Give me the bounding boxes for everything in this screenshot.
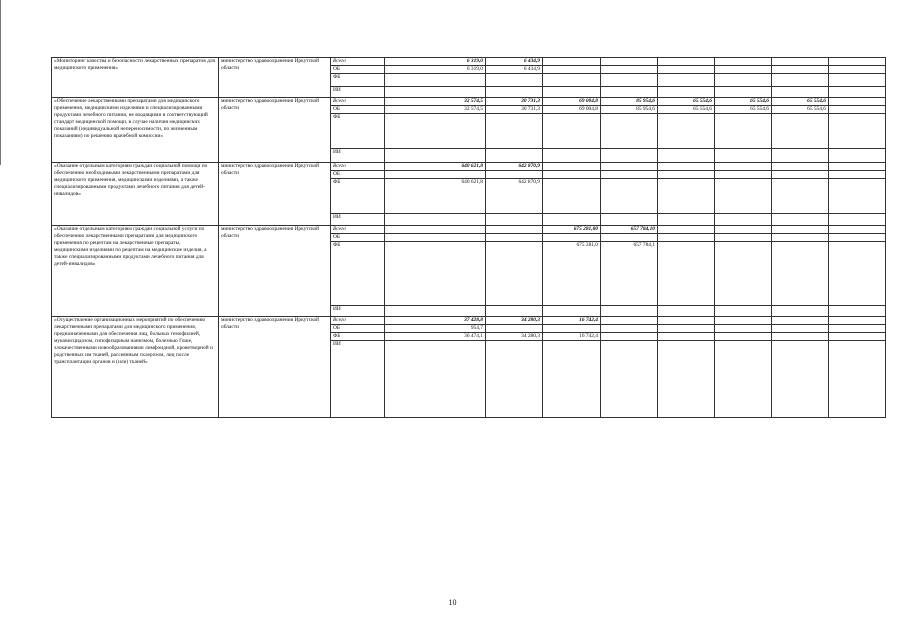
amount-cell (829, 149, 886, 163)
amount-cell: 37 428,8 (385, 317, 486, 325)
responsible-cell: министерство здравоохранения Иркутской области (219, 226, 331, 317)
amount-cell: 69 004,8 (543, 106, 601, 114)
amount-cell: 30 731,3 (486, 98, 543, 106)
table-row (52, 163, 886, 171)
amount-cell (486, 341, 543, 418)
amount-cell (715, 171, 772, 179)
amount-cell (829, 333, 886, 341)
event-name-cell: «Оказание отдельным категориям граждан социальной помощи по обеспечению необходимыми лекарственными препаратами для медицинского применения, медицинскими изделиями, а также специализированными продуктами лечебного питания для детей-инвалидов» (52, 163, 219, 226)
amount-cell (486, 214, 543, 226)
amount-cell (829, 325, 886, 333)
amount-cell (772, 226, 829, 234)
amount-cell (829, 114, 886, 149)
amount-cell (601, 234, 658, 242)
amount-cell: 65 554,6 (772, 98, 829, 106)
amount-cell (601, 163, 658, 171)
amount-cell (486, 171, 543, 179)
amount-cell (715, 74, 772, 87)
amount-cell (658, 306, 715, 317)
amount-cell: 65 554,6 (715, 98, 772, 106)
funding-source-cell: ОБ (331, 66, 385, 74)
amount-cell (829, 179, 886, 214)
amount-cell (772, 242, 829, 306)
funding-source-cell: ФБ (331, 333, 385, 341)
amount-cell (658, 226, 715, 234)
amount-cell (601, 58, 658, 66)
amount-cell (772, 74, 829, 87)
amount-cell (715, 114, 772, 149)
amount-cell (658, 179, 715, 214)
budget-table (51, 57, 886, 418)
funding-source-cell: ФБ (331, 179, 385, 214)
amount-cell (715, 214, 772, 226)
amount-cell: 65 554,6 (715, 106, 772, 114)
amount-cell (385, 87, 486, 98)
amount-cell (543, 306, 601, 317)
amount-cell (658, 171, 715, 179)
event-name-cell: «Оказание отдельным категориям граждан социальной услуги по обеспечению лекарственными препаратами для медицинского применения по рецептам на лекарственные препараты, медицинскими изделиями по рецептам на медицинские изделия, а также специализированными продуктами лечебного питания для детей-инвалидов» (52, 226, 219, 317)
amount-cell (658, 58, 715, 66)
amount-cell (772, 214, 829, 226)
amount-cell (829, 163, 886, 171)
amount-cell: 675 281,00 (543, 226, 601, 234)
funding-source-cell: Всего (331, 98, 385, 106)
amount-cell: 30 731,3 (486, 106, 543, 114)
amount-cell: 675 281,0 (543, 242, 601, 306)
amount-cell (385, 74, 486, 87)
amount-cell (385, 341, 486, 418)
amount-cell (601, 171, 658, 179)
amount-cell (772, 149, 829, 163)
amount-cell (543, 163, 601, 171)
amount-cell (829, 87, 886, 98)
amount-cell (486, 234, 543, 242)
funding-source-cell: Всего (331, 226, 385, 234)
funding-source-cell: ИИ (331, 306, 385, 317)
amount-cell (715, 242, 772, 306)
amount-cell (601, 114, 658, 149)
amount-cell (715, 341, 772, 418)
amount-cell: 954,7 (385, 325, 486, 333)
amount-cell (658, 114, 715, 149)
amount-cell (658, 317, 715, 325)
amount-cell (772, 58, 829, 66)
amount-cell (543, 341, 601, 418)
amount-cell (772, 234, 829, 242)
amount-cell (486, 306, 543, 317)
amount-cell (658, 234, 715, 242)
amount-cell (543, 325, 601, 333)
funding-source-cell: ИИ (331, 341, 385, 418)
amount-cell: 34 280,3 (486, 317, 543, 325)
amount-cell (715, 163, 772, 171)
table-row (52, 58, 886, 66)
amount-cell (601, 317, 658, 325)
amount-cell (601, 66, 658, 74)
amount-cell (829, 214, 886, 226)
amount-cell (658, 149, 715, 163)
amount-cell: 69 004,8 (543, 98, 601, 106)
amount-cell: 16 742,4 (543, 333, 601, 341)
responsible-cell: министерство здравоохранения Иркутской области (219, 98, 331, 163)
amount-cell (829, 58, 886, 66)
amount-cell (772, 114, 829, 149)
amount-cell: 6 319,0 (385, 58, 486, 66)
amount-cell (829, 242, 886, 306)
amount-cell (658, 74, 715, 87)
amount-cell (385, 226, 486, 234)
amount-cell (601, 341, 658, 418)
amount-cell (715, 333, 772, 341)
amount-cell (486, 74, 543, 87)
amount-cell (385, 149, 486, 163)
funding-source-cell: Всего (331, 58, 385, 66)
funding-source-cell: ОБ (331, 325, 385, 333)
event-name-cell: «Обеспечение лекарственными препаратами для медицинского применения, медицинскими изделиями и специализированными продуктами лечебного питания, не входящими в соответствующий стандарт медицинской помощи, в случае наличия медицинских показаний (индивидуальной непереносимости, по жизненным показаниям) по решению врачебной комиссии» (52, 98, 219, 163)
left-edge-mark (0, 0, 1, 165)
amount-cell: 32 574,5 (385, 98, 486, 106)
event-name-cell: «Осуществление организационных мероприятий по обеспечению лекарственными препаратами для медицинского применения, предназначенными для обеспечения лиц, больных гемофилией, муковисцидозом, гипофизарным нанизмом, болезнью Гоше, злокачественными новообразованиями лимфоидной, кроветворной и родственных им тканей, рассеянным склерозом, лиц после трансплантации органов и (или) тканей» (52, 317, 219, 418)
amount-cell (543, 214, 601, 226)
amount-cell (772, 66, 829, 74)
funding-source-cell: ИИ (331, 87, 385, 98)
amount-cell (385, 171, 486, 179)
amount-cell (601, 87, 658, 98)
amount-cell (829, 306, 886, 317)
amount-cell (601, 325, 658, 333)
amount-cell (601, 306, 658, 317)
amount-cell (829, 74, 886, 87)
amount-cell (543, 58, 601, 66)
amount-cell (772, 163, 829, 171)
amount-cell: 65 554,6 (658, 98, 715, 106)
amount-cell: 642 870,9 (486, 163, 543, 171)
amount-cell (715, 325, 772, 333)
amount-cell (543, 114, 601, 149)
amount-cell (658, 325, 715, 333)
amount-cell (601, 74, 658, 87)
amount-cell (543, 87, 601, 98)
amount-cell: 36 474,1 (385, 333, 486, 341)
amount-cell: 640 621,8 (385, 179, 486, 214)
amount-cell (486, 87, 543, 98)
amount-cell (385, 114, 486, 149)
amount-cell: 85 954,6 (601, 106, 658, 114)
amount-cell (658, 333, 715, 341)
amount-cell (829, 317, 886, 325)
amount-cell (486, 114, 543, 149)
amount-cell (385, 234, 486, 242)
amount-cell: 16 742,4 (543, 317, 601, 325)
amount-cell (658, 163, 715, 171)
funding-source-cell: ФБ (331, 242, 385, 306)
amount-cell (772, 171, 829, 179)
funding-source-cell: ОБ (331, 234, 385, 242)
amount-cell (486, 226, 543, 234)
table-row (52, 226, 886, 234)
amount-cell (715, 234, 772, 242)
amount-cell (543, 66, 601, 74)
funding-source-cell: Всего (331, 163, 385, 171)
amount-cell (829, 66, 886, 74)
responsible-cell: министерство здравоохранения Иркутской области (219, 317, 331, 418)
amount-cell (601, 214, 658, 226)
amount-cell: 657 784,1 (601, 242, 658, 306)
amount-cell (772, 341, 829, 418)
amount-cell (829, 226, 886, 234)
amount-cell (543, 149, 601, 163)
amount-cell: 657 784,10 (601, 226, 658, 234)
amount-cell (715, 149, 772, 163)
amount-cell (658, 341, 715, 418)
funding-source-cell: ФБ (331, 114, 385, 149)
amount-cell: 32 574,5 (385, 106, 486, 114)
amount-cell (715, 66, 772, 74)
amount-cell (486, 149, 543, 163)
amount-cell (715, 226, 772, 234)
funding-source-cell: ИИ (331, 214, 385, 226)
amount-cell: 34 280,3 (486, 333, 543, 341)
amount-cell (601, 333, 658, 341)
funding-source-cell: Всего (331, 317, 385, 325)
amount-cell (829, 106, 886, 114)
table-row (52, 317, 886, 325)
amount-cell (772, 179, 829, 214)
amount-cell (601, 149, 658, 163)
amount-cell (658, 214, 715, 226)
amount-cell (772, 87, 829, 98)
amount-cell: 640 621,8 (385, 163, 486, 171)
amount-cell: 642 870,9 (486, 179, 543, 214)
amount-cell: 65 554,6 (772, 106, 829, 114)
amount-cell (543, 74, 601, 87)
event-name-cell: «Мониторинг качества и безопасности лекарственных препаратов для медицинского применения» (52, 58, 219, 98)
amount-cell (543, 234, 601, 242)
amount-cell (715, 317, 772, 325)
table-row (52, 98, 886, 106)
amount-cell (772, 333, 829, 341)
funding-source-cell: ИИ (331, 149, 385, 163)
amount-cell (543, 179, 601, 214)
amount-cell (486, 242, 543, 306)
amount-cell (385, 306, 486, 317)
amount-cell (715, 179, 772, 214)
amount-cell (486, 325, 543, 333)
amount-cell: 85 954,6 (601, 98, 658, 106)
responsible-cell: министерство здравоохранения Иркутской области (219, 163, 331, 226)
amount-cell (658, 242, 715, 306)
amount-cell (715, 87, 772, 98)
responsible-cell: министерство здравоохранения Иркутской области (219, 58, 331, 98)
amount-cell: 6 434,9 (486, 58, 543, 66)
amount-cell: 6 319,0 (385, 66, 486, 74)
amount-cell (829, 234, 886, 242)
amount-cell (772, 325, 829, 333)
amount-cell (772, 306, 829, 317)
amount-cell (658, 66, 715, 74)
amount-cell: 6 434,9 (486, 66, 543, 74)
amount-cell (601, 179, 658, 214)
funding-source-cell: ФБ (331, 74, 385, 87)
amount-cell (772, 317, 829, 325)
amount-cell (829, 341, 886, 418)
amount-cell (385, 242, 486, 306)
amount-cell (715, 306, 772, 317)
amount-cell (385, 214, 486, 226)
funding-source-cell: ОБ (331, 171, 385, 179)
page-number: 10 (448, 598, 457, 607)
amount-cell (829, 98, 886, 106)
amount-cell: 65 554,6 (658, 106, 715, 114)
funding-source-cell: ОБ (331, 106, 385, 114)
amount-cell (829, 171, 886, 179)
amount-cell (715, 58, 772, 66)
amount-cell (543, 171, 601, 179)
amount-cell (658, 87, 715, 98)
